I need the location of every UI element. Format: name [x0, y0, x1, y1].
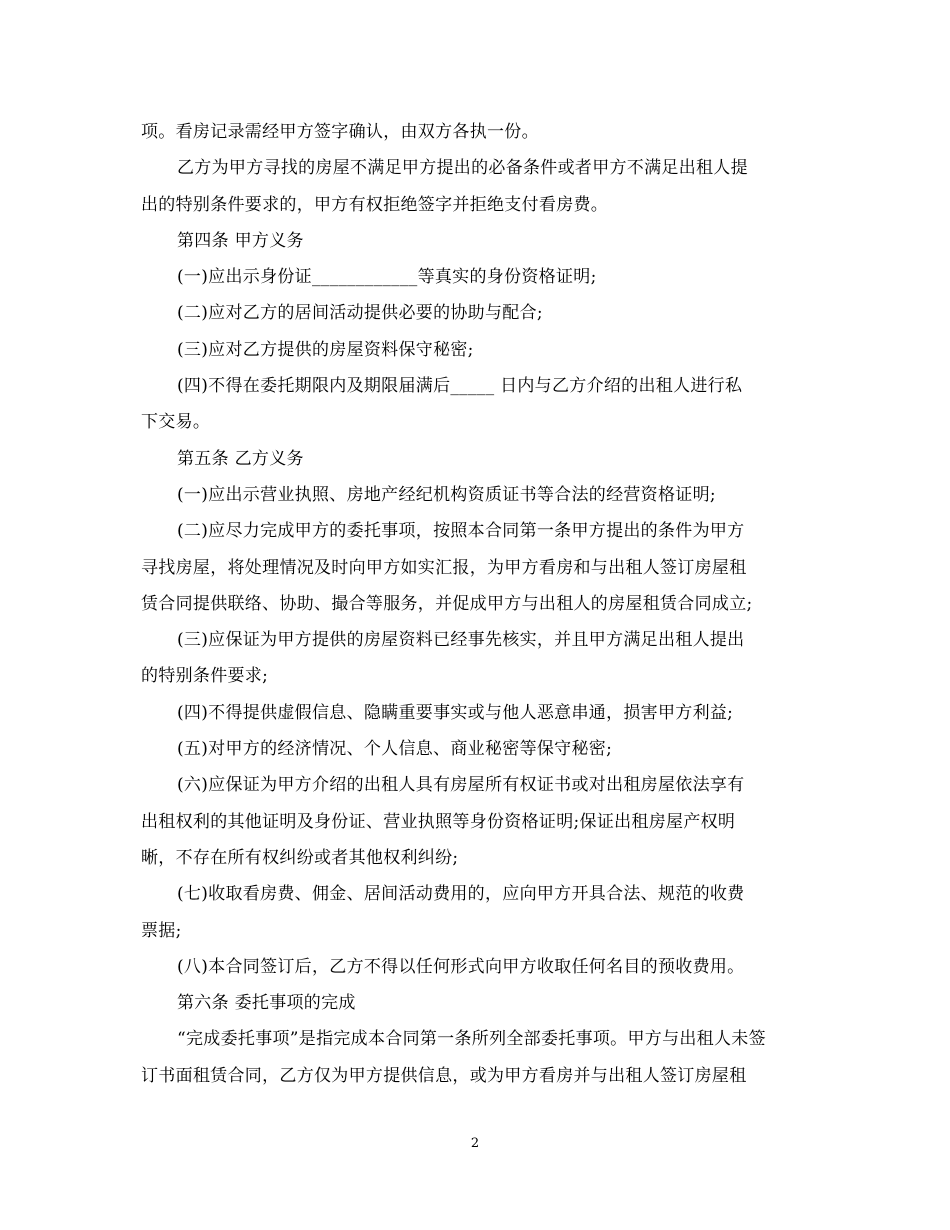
- text-line: 寻找房屋，将处理情况及时向甲方如实汇报，为甲方看房和与出租人签订房屋租: [141, 557, 747, 578]
- text-line: “完成委托事项”是指完成本合同第一条所列全部委托事项。甲方与出租人未签: [177, 1029, 766, 1050]
- text-line: 下交易。: [141, 412, 211, 433]
- text-line: (一)应出示营业执照、房地产经纪机构资质证书等合法的经营资格证明;: [177, 484, 716, 505]
- text-line: 的特别条件要求;: [141, 666, 269, 687]
- text-line: (四)不得在委托期限内及期限届满后_____ 日内与乙方介绍的出租人进行私: [177, 376, 743, 397]
- text-line: (六)应保证为甲方介绍的出租人具有房屋所有权证书或对出租房屋依法享有: [177, 775, 745, 796]
- text-line: 出租权利的其他证明及身份证、营业执照等身份资格证明;保证出租房屋产权明: [141, 811, 736, 832]
- text-line: (五)对甲方的经济情况、个人信息、商业秘密等保守秘密;: [177, 739, 613, 760]
- text-line: (四)不得提供虚假信息、隐瞒重要事实或与他人恶意串通，损害甲方利益;: [177, 702, 734, 723]
- text-line: 第六条 委托事项的完成: [177, 993, 356, 1014]
- text-line: (二)应尽力完成甲方的委托事项，按照本合同第一条甲方提出的条件为甲方: [177, 521, 745, 542]
- text-line: 第五条 乙方义务: [177, 448, 304, 469]
- text-line: (一)应出示身份证____________等真实的身份资格证明;: [177, 267, 597, 288]
- text-line: (二)应对乙方的居间活动提供必要的协助与配合;: [177, 303, 543, 324]
- text-line: (八)本合同签订后，乙方不得以任何形式向甲方收取任何名目的预收费用。: [177, 956, 745, 977]
- text-line: (三)应对乙方提供的房屋资料保守秘密;: [177, 339, 474, 360]
- text-line: 项。看房记录需经甲方签字确认，由双方各执一份。: [141, 122, 539, 142]
- text-line: 乙方为甲方寻找的房屋不满足甲方提出的必备条件或者甲方不满足出租人提: [177, 158, 748, 179]
- text-line: 出的特别条件要求的，甲方有权拒绝签字并拒绝支付看房费。: [141, 194, 609, 215]
- text-line: 晰，不存在所有权纠纷或者其他权利纠纷;: [141, 847, 459, 868]
- document-body: [141, 114, 809, 1094]
- text-line: (三)应保证为甲方提供的房屋资料已经事先核实，并且甲方满足出租人提出: [177, 630, 745, 651]
- text-line: (七)收取看房费、佣金、居间活动费用的，应向甲方开具合法、规范的收费: [177, 884, 745, 905]
- text-line: 第四条 甲方义务: [177, 230, 304, 251]
- text-line: 赁合同提供联络、协助、撮合等服务，并促成甲方与出租人的房屋租赁合同成立;: [141, 593, 753, 614]
- page-number: 2: [470, 1136, 480, 1151]
- text-line: 票据;: [141, 920, 182, 941]
- text-line: 订书面租赁合同，乙方仅为甲方提供信息，或为甲方看房并与出租人签订房屋租: [141, 1065, 747, 1086]
